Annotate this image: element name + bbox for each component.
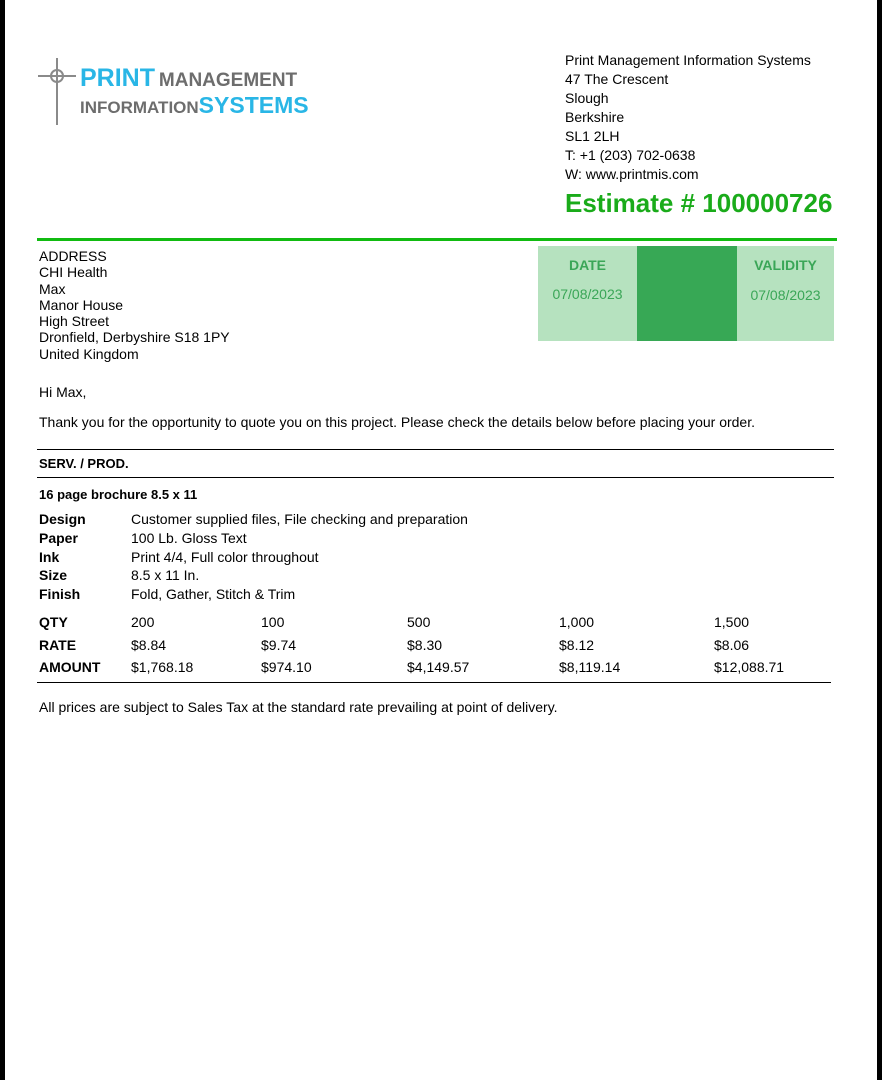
- spec-value: 8.5 x 11 In.: [131, 567, 200, 584]
- company-name: Print Management Information Systems: [565, 52, 811, 68]
- spec-label: Design: [39, 511, 86, 527]
- divider: [37, 449, 834, 450]
- logo-text: SYSTEMS: [198, 92, 309, 118]
- logo-text: INFORMATION: [80, 98, 199, 117]
- pricing-cell: $8.12: [559, 636, 595, 653]
- intro-text: Thank you for the opportunity to quote you on this project. Please check the details below before placing your order.: [39, 414, 755, 430]
- spec-label: Paper: [39, 529, 78, 546]
- address-line: Manor House: [39, 296, 124, 313]
- estimate-title: Estimate # 100000726: [565, 188, 833, 218]
- tax-note: All prices are subject to Sales Tax at the standard rate prevailing at point of delivery.: [39, 699, 558, 715]
- pricing-row: [39, 634, 784, 657]
- spec-label: Finish: [39, 586, 81, 603]
- spec-label: Size: [39, 567, 68, 584]
- pricing-table: [39, 611, 784, 679]
- spec-row: [39, 585, 468, 604]
- product-name: 16 page brochure 8.5 x 11: [39, 487, 198, 502]
- pricing-cell: 1,000: [559, 614, 595, 630]
- pricing-cell: $8.84: [131, 636, 167, 653]
- date-box: [538, 246, 637, 341]
- spec-row: [39, 566, 468, 585]
- company-address-line: Berkshire: [565, 109, 625, 125]
- section-header: SERV. / PROD.: [39, 456, 129, 471]
- divider: [37, 682, 831, 683]
- logo-text: MANAGEMENT: [158, 70, 298, 91]
- pricing-cell: 100: [261, 614, 285, 630]
- pricing-cell: $9.74: [261, 636, 297, 653]
- spec-value: 100 Lb. Gloss Text: [131, 529, 247, 546]
- divider: [37, 477, 834, 478]
- address-line: United Kingdom: [39, 345, 139, 362]
- address-label: ADDRESS: [39, 248, 107, 264]
- validity-label: VALIDITY: [754, 257, 817, 273]
- pricing-cell: 1,500: [714, 614, 750, 630]
- pricing-cell: $8.30: [407, 636, 443, 653]
- pricing-cell: $1,768.18: [131, 659, 194, 675]
- spec-row: [39, 548, 468, 567]
- pricing-cell: $8.06: [714, 636, 750, 653]
- spec-row: [39, 529, 468, 548]
- pricing-row: [39, 611, 784, 634]
- pricing-cell: $974.10: [261, 659, 312, 675]
- pricing-label: AMOUNT: [39, 659, 101, 675]
- validity-value: 07/08/2023: [750, 287, 821, 303]
- pricing-cell: 200: [131, 614, 155, 630]
- company-address-line: Slough: [565, 90, 609, 106]
- company-address-line: 47 The Crescent: [565, 71, 669, 87]
- company-phone: T: +1 (203) 702-0638: [565, 147, 696, 163]
- company-logo: [38, 58, 318, 128]
- address-line: Max: [39, 280, 66, 297]
- spec-table: [39, 510, 468, 604]
- address-line: Dronfield, Derbyshire S18 1PY: [39, 329, 230, 346]
- spec-row: [39, 510, 468, 529]
- pricing-label: RATE: [39, 636, 77, 653]
- address-line: CHI Health: [39, 264, 108, 281]
- greeting: Hi Max,: [39, 384, 87, 400]
- date-value: 07/08/2023: [552, 286, 623, 302]
- spacer-box: [637, 246, 737, 341]
- pricing-label: QTY: [39, 614, 68, 630]
- pricing-cell: $4,149.57: [407, 659, 470, 675]
- estimate-page: [5, 0, 877, 1080]
- divider: [37, 238, 837, 241]
- pricing-cell: $12,088.71: [714, 659, 785, 675]
- address-line: High Street: [39, 313, 110, 330]
- company-details: [565, 51, 811, 184]
- crosshair-circle: [50, 69, 64, 83]
- pricing-cell: $8,119.14: [559, 659, 621, 675]
- customer-address: [39, 248, 230, 362]
- company-website: W: www.printmis.com: [565, 166, 699, 182]
- spec-value: Customer supplied files, File checking and preparation: [131, 511, 468, 527]
- validity-box: [737, 246, 834, 341]
- date-label: DATE: [568, 257, 607, 273]
- pricing-cell: 500: [407, 614, 431, 630]
- pricing-row: [39, 656, 784, 679]
- spec-value: Print 4/4, Full color throughout: [131, 548, 319, 565]
- spec-label: Ink: [39, 548, 60, 565]
- spec-value: Fold, Gather, Stitch & Trim: [131, 586, 296, 603]
- logo-text: PRINT: [80, 64, 155, 92]
- company-postcode: SL1 2LH: [565, 128, 620, 144]
